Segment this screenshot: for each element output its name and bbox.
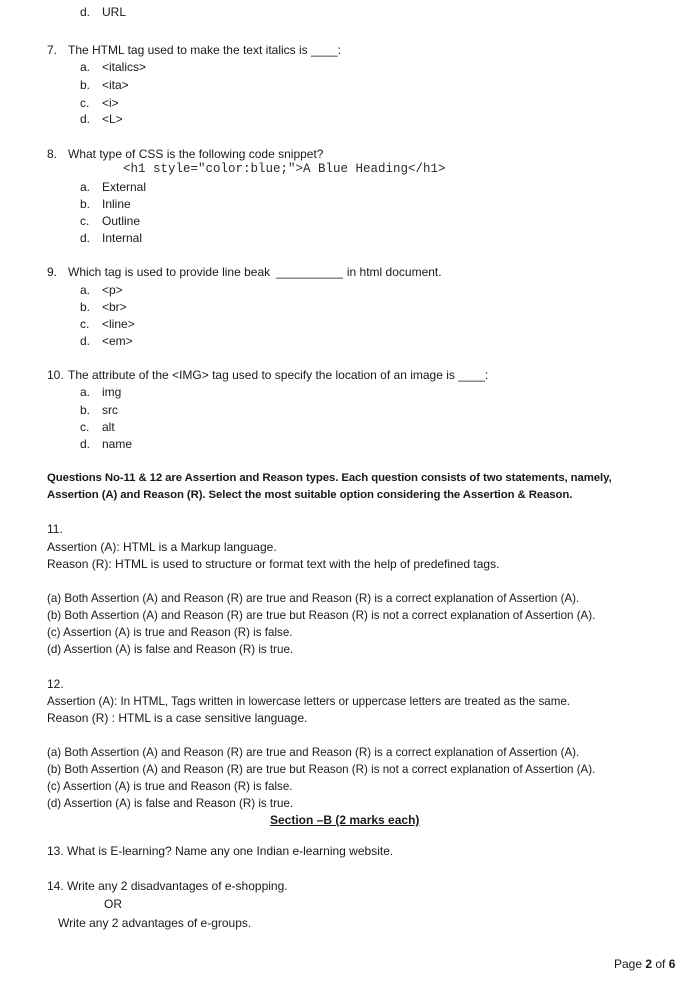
q7-option-c bbox=[80, 95, 119, 112]
q10-option-b bbox=[80, 402, 118, 419]
q10-option-d bbox=[80, 436, 132, 453]
or-separator: OR bbox=[104, 897, 122, 911]
section-b-heading: Section –B (2 marks each) bbox=[270, 813, 420, 827]
question-9 bbox=[47, 264, 442, 281]
option-text: Inline bbox=[102, 197, 131, 211]
q7-option-b bbox=[80, 77, 129, 94]
q8-option-d bbox=[80, 230, 142, 247]
q12-option-c: (c) Assertion (A) is true and Reason (R) is false. bbox=[47, 780, 293, 793]
q9-option-b bbox=[80, 299, 127, 316]
assertion-reason-instruction-line2: Assertion (A) and Reason (R). Select the most suitable option considering the Assertion & Reason. bbox=[47, 489, 573, 501]
q11-option-d: (d) Assertion (A) is false and Reason (R) is true. bbox=[47, 643, 294, 656]
question-11-number: 11. bbox=[47, 522, 63, 536]
q12-option-b: (b) Both Assertion (A) and Reason (R) are true but Reason (R) is not a correct explanation of Assertion (A). bbox=[47, 763, 596, 776]
q11-option-b: (b) Both Assertion (A) and Reason (R) are true but Reason (R) is not a correct explanation of Assertion (A). bbox=[47, 609, 596, 622]
option-letter: d. bbox=[80, 5, 91, 19]
question-7 bbox=[47, 42, 341, 59]
option-text: alt bbox=[102, 420, 115, 434]
option-letter: d. bbox=[80, 334, 91, 348]
option-text: URL bbox=[102, 5, 127, 19]
q10-option-c bbox=[80, 419, 115, 436]
option-text: <p> bbox=[102, 283, 123, 297]
option-text: <i> bbox=[102, 96, 119, 110]
option-text: <line> bbox=[102, 317, 135, 331]
code-snippet: <h1 style="color:blue;">A Blue Heading</h1> bbox=[123, 162, 446, 176]
question-12-assertion: Assertion (A): In HTML, Tags written in lowercase letters or uppercase letters are treated as the same. bbox=[47, 695, 571, 708]
q11-option-a: (a) Both Assertion (A) and Reason (R) are true and Reason (R) is a correct explanation of Assertion (A). bbox=[47, 592, 580, 605]
q8-option-c bbox=[80, 213, 140, 230]
current-page: 2 bbox=[645, 957, 653, 971]
question-13: 13. What is E-learning? Name any one Indian e-learning website. bbox=[47, 844, 394, 858]
option-text: <br> bbox=[102, 300, 127, 314]
option-text: External bbox=[102, 180, 147, 194]
answer-blank: __________ bbox=[276, 265, 343, 279]
question-number: 7. bbox=[47, 43, 58, 57]
option-letter: c. bbox=[80, 96, 90, 110]
question-text: Which tag is used to provide line beak bbox=[68, 265, 271, 279]
question-number: 8. bbox=[47, 147, 58, 161]
q7-option-d bbox=[80, 111, 123, 128]
option-text: Internal bbox=[102, 231, 143, 245]
question-text: The HTML tag used to make the text italics is ____: bbox=[68, 43, 342, 57]
option-letter: b. bbox=[80, 403, 91, 417]
question-number: 10. bbox=[47, 368, 64, 382]
option-text: <ita> bbox=[102, 78, 129, 92]
option-text: src bbox=[102, 403, 118, 417]
question-14: 14. Write any 2 disadvantages of e-shopping. bbox=[47, 879, 288, 893]
option-letter: a. bbox=[80, 283, 91, 297]
page-prefix: Page bbox=[614, 957, 646, 971]
question-12-reason: Reason (R) : HTML is a case sensitive language. bbox=[47, 711, 308, 725]
q6-option-d bbox=[80, 4, 126, 21]
q12-option-d: (d) Assertion (A) is false and Reason (R) is true. bbox=[47, 797, 294, 810]
assertion-reason-instruction-line1: Questions No-11 & 12 are Assertion and Reason types. Each question consists of two statements, namely, bbox=[47, 472, 612, 484]
option-letter: b. bbox=[80, 197, 91, 211]
option-letter: a. bbox=[80, 385, 91, 399]
option-letter: b. bbox=[80, 78, 91, 92]
q11-option-c: (c) Assertion (A) is true and Reason (R) is false. bbox=[47, 626, 293, 639]
option-text: img bbox=[102, 385, 122, 399]
option-text: <L> bbox=[102, 112, 123, 126]
option-letter: a. bbox=[80, 180, 91, 194]
question-12-number: 12. bbox=[47, 677, 64, 691]
question-text: What type of CSS is the following code snippet? bbox=[68, 147, 324, 161]
option-letter: c. bbox=[80, 214, 90, 228]
q9-option-a bbox=[80, 282, 123, 299]
option-letter: d. bbox=[80, 112, 91, 126]
option-letter: d. bbox=[80, 231, 91, 245]
question-11-assertion: Assertion (A): HTML is a Markup language. bbox=[47, 540, 277, 554]
option-text: Outline bbox=[102, 214, 141, 228]
page-number bbox=[614, 956, 675, 973]
q8-option-a bbox=[80, 179, 146, 196]
question-14-alternative: Write any 2 advantages of e-groups. bbox=[58, 916, 252, 930]
option-text: <em> bbox=[102, 334, 133, 348]
option-letter: c. bbox=[80, 420, 90, 434]
q10-option-a bbox=[80, 384, 121, 401]
page-of: of bbox=[652, 957, 669, 971]
total-pages: 6 bbox=[668, 957, 676, 971]
q12-option-a: (a) Both Assertion (A) and Reason (R) are true and Reason (R) is a correct explanation of Assertion (A). bbox=[47, 746, 580, 759]
q8-option-b bbox=[80, 196, 131, 213]
question-11-reason: Reason (R): HTML is used to structure or format text with the help of predefined tags. bbox=[47, 557, 500, 571]
option-letter: a. bbox=[80, 60, 91, 74]
q9-option-c bbox=[80, 316, 135, 333]
question-10 bbox=[47, 367, 488, 384]
option-text: name bbox=[102, 437, 133, 451]
question-number: 9. bbox=[47, 265, 58, 279]
option-letter: b. bbox=[80, 300, 91, 314]
option-letter: d. bbox=[80, 437, 91, 451]
option-letter: c. bbox=[80, 317, 90, 331]
question-text-end: in html document. bbox=[346, 265, 442, 279]
option-text: <italics> bbox=[102, 60, 147, 74]
question-text: The attribute of the <IMG> tag used to specify the location of an image is ____: bbox=[68, 368, 489, 382]
q9-option-d bbox=[80, 333, 133, 350]
q7-option-a bbox=[80, 59, 146, 76]
